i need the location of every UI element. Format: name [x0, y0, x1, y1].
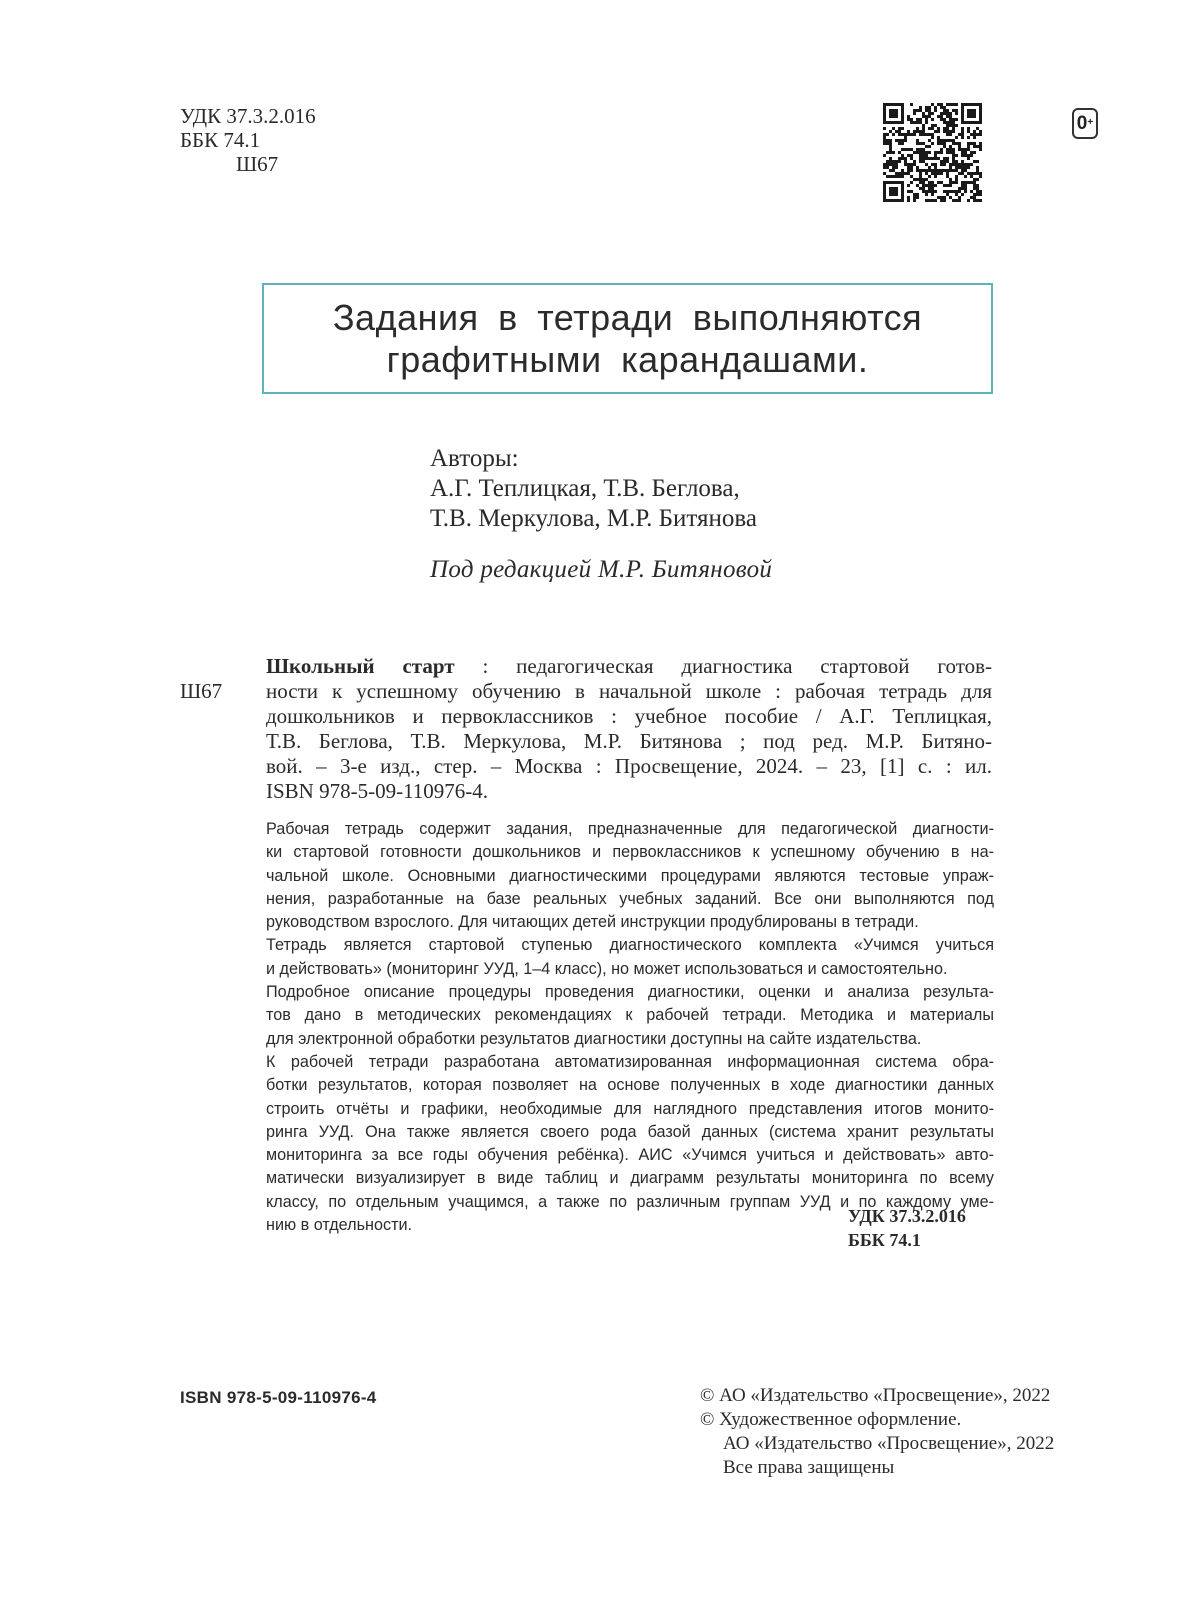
authors-block [430, 444, 757, 534]
qr-code-icon [883, 103, 982, 202]
authors-line-2: Т.В. Меркулова, М.Р. Битянова [430, 505, 757, 532]
copyright-block [700, 1384, 1054, 1480]
udk-code: УДК 37.3.2.016 [180, 104, 316, 128]
annotation-line: и действовать» (мониторинг УУД, 1–4 класс), но может использоваться и самостоятельно. [266, 959, 948, 978]
biblio-isbn: ISBN 978-5-09-110976-4. [266, 779, 489, 803]
notice-line-2: графитными карандашами. [386, 338, 869, 380]
bottom-udk: УДК 37.3.2.016 [848, 1206, 966, 1226]
classification-block [180, 104, 316, 176]
authors-line-1: А.Г. Теплицкая, Т.В. Беглова, [430, 475, 740, 502]
annotation-line: матически визуализирует в виде таблиц и диаграмм результаты мониторинга по всему [266, 1169, 994, 1188]
annotation-line: Тетрадь является стартовой ступенью диагностического комплекта «Учимся учиться [266, 936, 994, 955]
annotation-line: чальной школе. Основными диагностическими процедурами являются тестовые упраж- [266, 866, 994, 885]
biblio-shelfmark: Ш67 [180, 679, 223, 703]
annotation-line: Подробное описание процедуры проведения диагностики, оценки и анализа результа- [266, 983, 994, 1002]
copyright-line-4: Все права защищены [723, 1457, 895, 1478]
biblio-line-4: Т.В. Беглова, Т.В. Меркулова, М.Р. Битянова ; под ред. М.Р. Битяно- [266, 729, 992, 753]
age-rating-plus: + [1087, 117, 1094, 128]
annotation-line: тов дано в методических рекомендациях к рабочей тетради. Методика и материалы [266, 1006, 994, 1025]
biblio-line-5: вой. – 3-е изд., стер. – Москва : Просвещение, 2024. – 23, [1] с. : ил. [266, 754, 992, 778]
annotation-line: Рабочая тетрадь содержит задания, предназначенные для педагогической диагности- [266, 820, 994, 838]
age-rating-badge [1072, 108, 1098, 139]
annotation-line: строить отчёты и графики, необходимые для наглядного представления итогов монито- [266, 1099, 994, 1118]
footer-isbn: ISBN 978-5-09-110976-4 [180, 1388, 377, 1407]
annotation-line: руководством взрослого. Для читающих детей инструкции продублированы в тетради. [266, 913, 919, 932]
annotation-line: нения, разработанные на базе реальных учебных заданий. Все они выполняются под [266, 889, 994, 908]
bottom-classification [848, 1204, 966, 1252]
annotation-line: ботки результатов, которая позволяет на основе полученных в ходе диагностики данных [266, 1076, 994, 1095]
pencil-notice-box [262, 283, 993, 394]
annotation-line: нию в отдельности. [266, 1216, 413, 1235]
copyright-line-3: АО «Издательство «Просвещение», 2022 [723, 1433, 1055, 1454]
biblio-line-1-rest: : педагогическая диагностика стартовой готов- [454, 654, 992, 678]
annotation-line: К рабочей тетради разработана автоматизированная информационная система обра- [266, 1052, 994, 1071]
biblio-line-1 [266, 654, 992, 679]
age-rating-number: 0 [1076, 112, 1088, 134]
editor-line: Под редакцией М.Р. Битяновой [430, 556, 773, 583]
annotation-line: ринга УУД. Она также является своего рода базой данных (система хранит результаты [266, 1122, 994, 1141]
copyright-line-2: © Художественное оформление. [700, 1409, 962, 1430]
annotation-line: ки стартовой готовности дошкольников и первоклассников к успешному обучению в на- [266, 843, 994, 862]
author-mark: Ш67 [236, 152, 279, 176]
authors-heading: Авторы: [430, 445, 519, 472]
copyright-line-1: © АО «Издательство «Просвещение», 2022 [700, 1385, 1051, 1406]
annotation-line: мониторинга за все годы обучения ребёнка). АИС «Учимся учиться и действовать» авто- [266, 1146, 994, 1165]
biblio-line-2: ности к успешному обучению в начальной школе : рабочая тетрадь для [266, 679, 992, 703]
biblio-line-3: дошкольников и первоклассников : учебное пособие / А.Г. Теплицкая, [266, 704, 992, 728]
annotation-line: классу, по отдельным учащимся, а также по различным группам УУД и по каждому уме- [266, 1192, 994, 1211]
bibliographic-record [266, 654, 992, 804]
bottom-bbk: ББК 74.1 [848, 1230, 921, 1250]
notice-line-1: Задания в тетради выполняются [332, 296, 923, 338]
biblio-title: Школьный старт [266, 654, 455, 678]
bbk-code: ББК 74.1 [180, 128, 261, 152]
annotation-text [266, 818, 994, 1237]
annotation-line: для электронной обработки результатов диагностики доступны на сайте издательства. [266, 1029, 922, 1048]
